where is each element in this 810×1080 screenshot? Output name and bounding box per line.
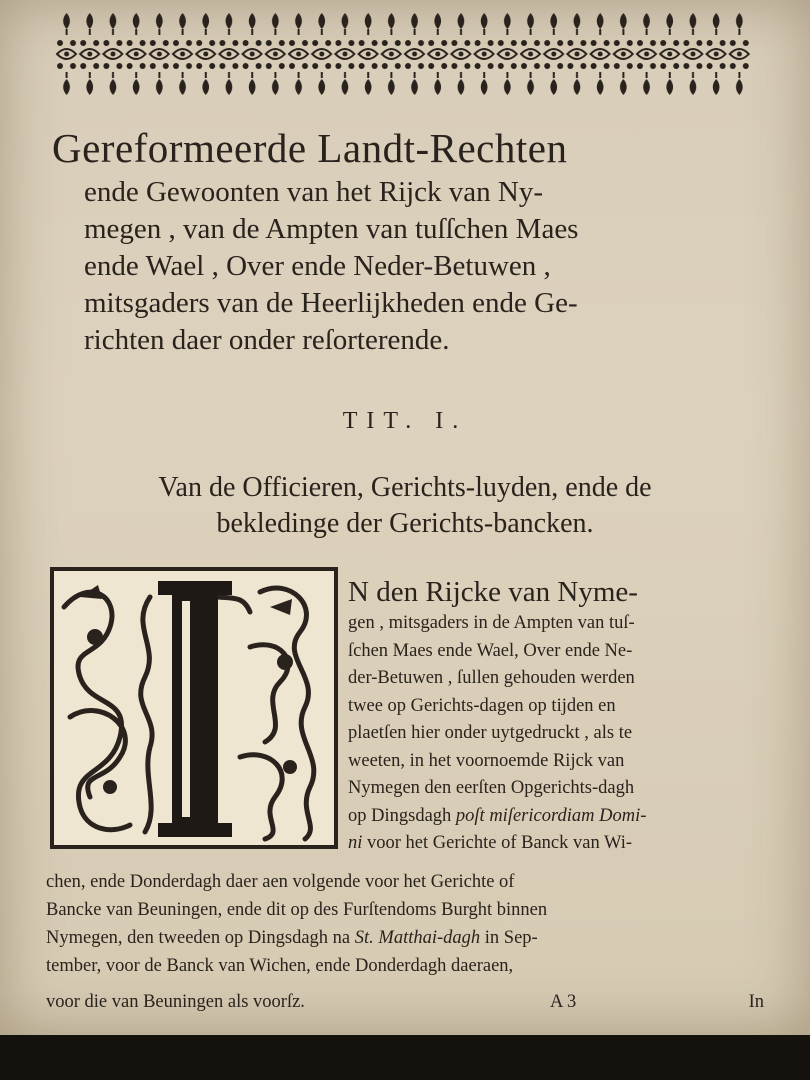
saint-day-italic-text: St. Matthai-dagh [354, 928, 481, 948]
body-line: chen, ende Donderdagh daer aen volgende voor het Gerichte of [46, 872, 515, 892]
body-line: plaetſen hier onder uytgedruckt , als te [348, 723, 633, 743]
body-line: weeten, in het voornoemde Rijck van [348, 750, 625, 771]
body-text-run: in Sep- [480, 928, 538, 948]
title-line: mitsgaders van de Heerlijkheden ende Ge- [84, 287, 578, 319]
body-line: N den Rijcke van Nyme- [348, 576, 638, 608]
body-line: twee op Gerichts-dagen op tijden en [348, 695, 616, 716]
decorated-initial [50, 567, 338, 849]
body-line: Bancke van Beuningen, ende dit op des Furſtendoms Burght binnen [46, 900, 548, 920]
body-text-run: voor het Gerichte of Banck van Wi- [362, 833, 633, 853]
section-heading: TIT. I. [342, 408, 468, 434]
signature-mark: A 3 [550, 992, 577, 1012]
title-continuation [84, 174, 752, 359]
body-line: der-Betuwen , ſullen gehouden werden [348, 668, 635, 688]
title-line: megen , van de Ampten van tuſſchen Maes [84, 213, 579, 245]
dark-background-edge [0, 1035, 810, 1080]
latin-italic-text: ni [348, 833, 363, 853]
subtitle-line: Van de Officieren, Gerichts-luyden, ende de [158, 472, 652, 503]
body-line [46, 924, 762, 952]
decorated-initial-i-icon [50, 567, 338, 849]
paragraph-continuation [46, 868, 762, 980]
body-text-run: Nymegen, den tweeden op Dingsdagh na [46, 928, 355, 948]
printers-ornament-band [55, 10, 750, 98]
title-line: ende Wael , Over ende Neder-Betuwen , [84, 250, 551, 282]
body-line [348, 830, 760, 858]
latin-italic-text: poſt miſericordiam Domi- [455, 805, 647, 826]
opening-paragraph [348, 574, 760, 858]
fleuron-ornament-icon [55, 10, 750, 98]
title-line: ende Gewoonten van het Rijck van Ny- [84, 176, 544, 208]
body-line: gen , mitsgaders in de Ampten van tuſ- [348, 613, 635, 633]
catchword: In [748, 992, 764, 1012]
body-line: Nymegen den eerſten Opgerichts-dagh [348, 778, 635, 798]
body-line: tember, voor de Banck van Wichen, ende Donderdagh daeraen, [46, 956, 514, 976]
chapter-title [52, 122, 752, 359]
section-subtitle [50, 470, 760, 542]
title-line-1: Gereformeerde Landt-Rechten [52, 125, 568, 171]
body-text-run: op Dingsdagh [348, 805, 456, 826]
body-line [348, 803, 760, 831]
body-line: voor die van Beuningen als voorſz. [46, 992, 305, 1012]
title-line: richten daer onder reſorterende. [84, 324, 450, 356]
subtitle-line: bekledinge der Gerichts-bancken. [216, 508, 594, 539]
body-line: ſchen Maes ende Wael, Over ende Ne- [348, 640, 633, 661]
